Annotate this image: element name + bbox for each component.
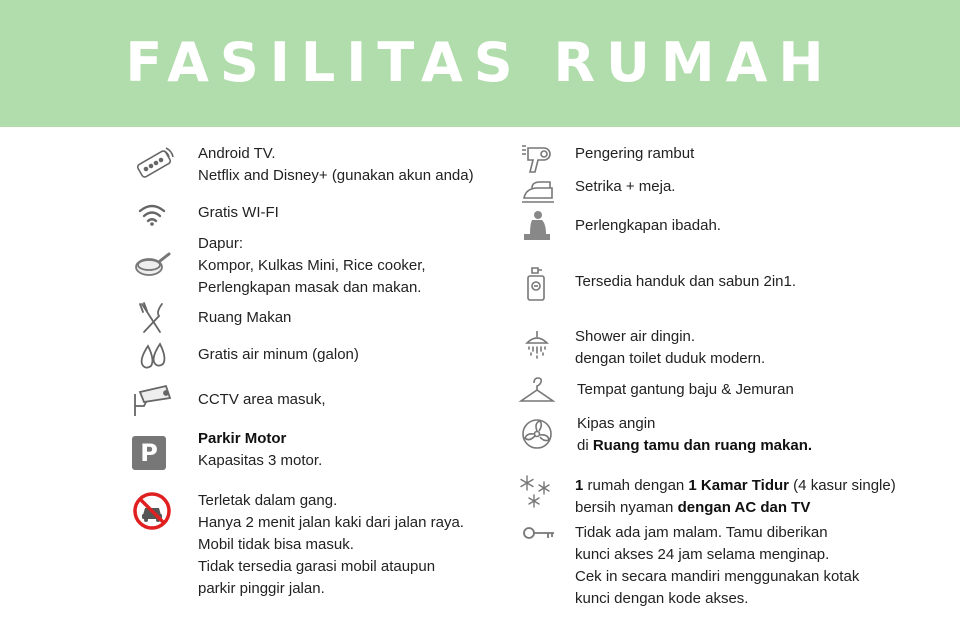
list-item-kitchen (198, 233, 426, 299)
item-text: parkir pinggir jalan. (198, 580, 325, 597)
item-text: kunci dengan kode akses. (575, 590, 749, 607)
item-text: bersih nyaman (575, 499, 678, 516)
item-text-line (575, 475, 896, 497)
item-text: Dapur: (198, 235, 244, 252)
frying-pan-icon (132, 245, 172, 285)
list-item-toiletries (575, 271, 796, 293)
item-text: Tidak tersedia garasi mobil ataupun (198, 558, 436, 575)
list-item-wifi (198, 202, 279, 224)
parking-icon: P (132, 436, 166, 470)
list-item-parking (198, 428, 322, 472)
item-text: Kapasitas 3 motor. (198, 452, 323, 469)
list-item-key (575, 522, 859, 610)
list-item-fan (577, 413, 812, 457)
list-item-bedroom (575, 475, 896, 519)
list-item-iron (575, 176, 675, 198)
item-text: Terletak dalam gang. (198, 492, 338, 509)
item-text: Kipas angin (577, 415, 656, 432)
item-text: di (577, 437, 593, 454)
item-text: Gratis air minum (galon) (198, 346, 359, 363)
item-text: dengan toilet duduk modern. (575, 350, 766, 367)
item-text: Android TV. (198, 145, 276, 162)
item-text-line (577, 435, 812, 457)
item-text: Pengering rambut (575, 145, 695, 162)
list-item-water (198, 344, 359, 366)
prayer-icon (518, 206, 558, 246)
list-item-hair-dryer (575, 143, 694, 165)
cctv-icon (132, 380, 172, 420)
item-text: Tidak ada jam malam. Tamu diberikan (575, 524, 828, 541)
item-text: Tempat gantung baju & Jemuran (577, 381, 794, 398)
item-text: Setrika + meja. (575, 178, 676, 195)
list-item-tv (198, 143, 474, 187)
item-text: CCTV area masuk, (198, 391, 326, 408)
item-text: Mobil tidak bisa masuk. (198, 536, 354, 553)
fan-icon (517, 414, 557, 454)
shower-icon (517, 327, 557, 367)
no-car-icon (132, 491, 172, 531)
item-title: Parkir Motor (198, 430, 287, 447)
item-text: Netflix and Disney+ (gunakan akun anda) (198, 167, 474, 184)
page-title: FASILITAS RUMAH (125, 31, 835, 94)
item-text: Kompor, Kulkas Mini, Rice cooker, (198, 257, 426, 274)
list-item-dining (198, 307, 291, 329)
item-text: Ruang Makan (198, 309, 292, 326)
water-drops-icon (134, 336, 174, 376)
item-emphasis: 1 Kamar Tidur (688, 477, 790, 494)
list-item-prayer (575, 215, 721, 237)
item-text: Perlengkapan ibadah. (575, 217, 721, 234)
key-icon (518, 513, 558, 553)
item-text-line (575, 497, 896, 519)
hanger-icon (517, 371, 557, 411)
item-emphasis: dengan AC dan TV (677, 499, 811, 516)
wifi-icon (132, 193, 172, 233)
tv-remote-icon (134, 145, 174, 185)
item-text: kunci akses 24 jam selama menginap. (575, 546, 830, 563)
list-item-hanger (577, 379, 794, 401)
item-text: Shower air dingin. (575, 328, 696, 345)
item-text: Hanya 2 menit jalan kaki dari jalan raya. (198, 514, 464, 531)
title-banner (0, 0, 960, 127)
soap-bottle-icon (516, 264, 556, 304)
item-emphasis: 1 (575, 477, 584, 494)
item-text: Perlengkapan masak dan makan. (198, 279, 422, 296)
snowflake-icon (516, 472, 556, 512)
item-text: Cek in secara mandiri menggunakan kotak (575, 568, 860, 585)
item-text: (4 kasur single) (789, 477, 896, 494)
list-item-cctv (198, 389, 326, 411)
list-item-shower (575, 326, 765, 370)
item-text: Tersedia handuk dan sabun 2in1. (575, 273, 797, 290)
item-text: rumah dengan (583, 477, 689, 494)
item-emphasis: Ruang tamu dan ruang makan. (592, 437, 813, 454)
list-item-access (198, 490, 464, 600)
fork-knife-icon (132, 298, 172, 338)
item-text: Gratis WI-FI (198, 204, 279, 221)
